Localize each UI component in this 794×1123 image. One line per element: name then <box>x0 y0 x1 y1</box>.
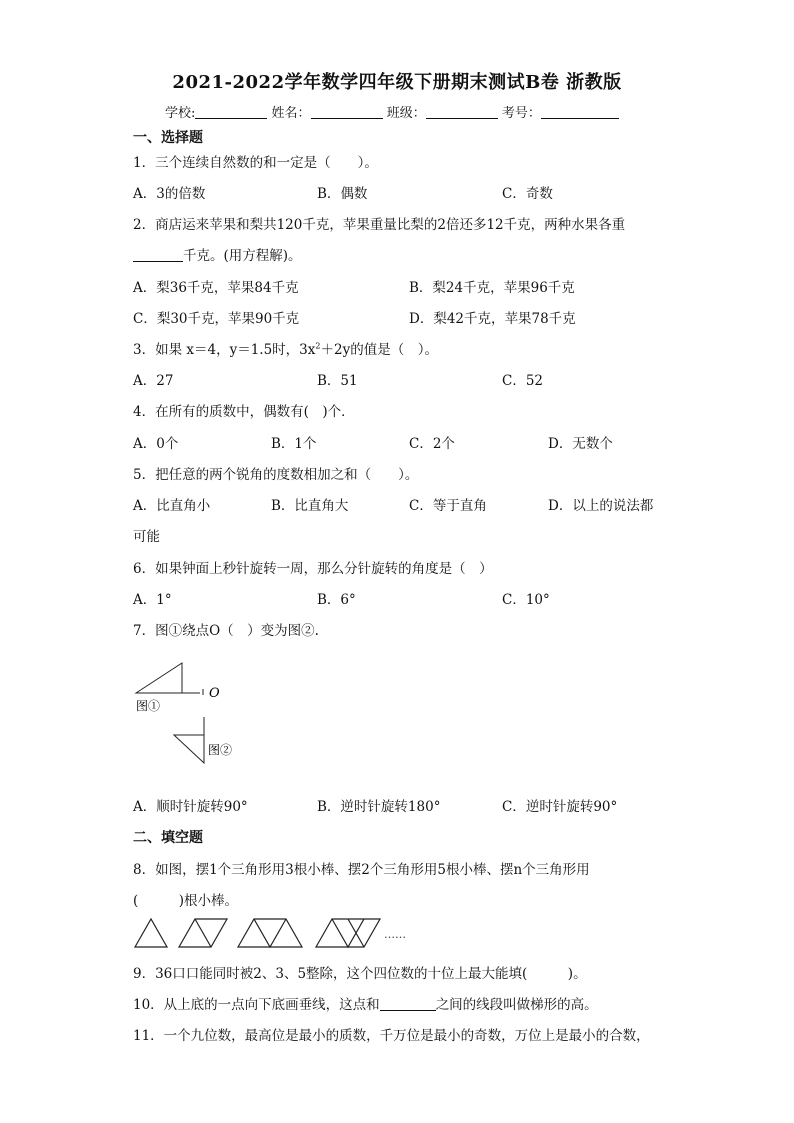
exam-no-blank[interactable] <box>541 105 619 119</box>
question-10-blank[interactable] <box>380 996 436 1011</box>
class-blank[interactable] <box>426 105 498 119</box>
question-5-option-d[interactable]: D．以上的说法都 <box>548 498 654 514</box>
rotation-figure <box>130 655 250 770</box>
question-4-stem: 4．在所有的质数中，偶数有( )个． <box>133 404 355 420</box>
section-heading-choice: 一、选择题 <box>133 130 203 146</box>
question-5-option-a[interactable]: A．比直角小 <box>133 498 211 514</box>
question-5-option-b[interactable]: B．比直角大 <box>271 498 349 514</box>
name-label: 姓名： <box>271 106 311 121</box>
school-blank[interactable] <box>195 105 267 119</box>
question-2-stem-tail: 千克。(用方程解)。 <box>183 248 302 264</box>
question-3-exponent: 2 <box>315 341 321 351</box>
question-3-option-a[interactable]: A．27 <box>133 373 174 389</box>
question-8-stem: 8．如图，摆1个三角形用3根小棒、摆2个三角形用5根小棒、摆n个三角形用 <box>133 862 590 878</box>
triangle-pattern-figure <box>132 915 442 951</box>
question-4-option-a[interactable]: A．0个 <box>133 436 179 452</box>
exam-no-label: 考号： <box>501 106 541 121</box>
student-info-line <box>165 102 619 121</box>
question-6-option-b[interactable]: B．6° <box>317 592 356 608</box>
pattern-two-triangles <box>179 919 227 947</box>
question-2-option-d[interactable]: D．梨42千克，苹果78千克 <box>409 311 576 327</box>
question-1-option-b[interactable]: B．偶数 <box>317 186 368 202</box>
question-1-stem: 1．三个连续自然数的和一定是（ ）。 <box>133 155 378 171</box>
question-5-option-d-cont: 可能 <box>133 529 160 545</box>
question-3-option-b[interactable]: B．51 <box>317 373 358 389</box>
pattern-four-triangles <box>316 919 380 947</box>
question-7-option-c[interactable]: C．逆时针旋转90° <box>502 799 618 815</box>
question-7-option-a[interactable]: A．顺时针旋转90° <box>133 799 248 815</box>
figure-2-label: 图② <box>208 743 233 757</box>
question-3-stem-pre: 3．如果 x＝4，y＝1.5时，3x <box>133 342 316 358</box>
question-2-option-c[interactable]: C．梨30千克，苹果90千克 <box>133 311 300 327</box>
point-o-label: O <box>209 686 220 701</box>
question-2-stem: 2．商店运来苹果和梨共120千克，苹果重量比梨的2倍还多12千克，两种水果各重 <box>133 217 626 233</box>
question-3-option-c[interactable]: C．52 <box>502 373 544 389</box>
question-10-stem-pre: 10．从上底的一点向下底画垂线，这点和 <box>133 997 380 1013</box>
question-4-option-b[interactable]: B．1个 <box>271 436 317 452</box>
name-blank[interactable] <box>311 105 383 119</box>
page-title: 2021-2022学年数学四年级下册期末测试B卷 浙教版 <box>172 72 622 93</box>
question-10-stem <box>133 993 598 1013</box>
question-7-stem: 7．图①绕点O（ ）变为图②. <box>133 623 319 639</box>
question-3-stem <box>133 338 438 358</box>
question-2-blank[interactable] <box>133 247 183 262</box>
school-label: 学校: <box>165 106 196 121</box>
question-5-stem: 5．把任意的两个锐角的度数相加之和（ ）。 <box>133 467 419 483</box>
question-2-stem-cont <box>133 244 302 264</box>
question-2-option-b[interactable]: B．梨24千克，苹果96千克 <box>409 280 575 296</box>
figure-1-triangle <box>136 663 182 693</box>
question-6-option-c[interactable]: C．10° <box>502 592 550 608</box>
question-4-option-d[interactable]: D．无数个 <box>548 436 613 452</box>
question-4-option-c[interactable]: C．2个 <box>409 436 455 452</box>
question-1-option-a[interactable]: A．3的倍数 <box>133 186 206 202</box>
pattern-ellipsis: …… <box>384 928 406 941</box>
question-11-stem: 11．一个九位数，最高位是最小的质数，千万位是最小的奇数，万位上是最小的合数， <box>133 1028 650 1044</box>
section-heading-fill: 二、填空题 <box>133 830 203 846</box>
question-8-stem-cont: ( )根小棒。 <box>133 893 239 909</box>
question-1-option-c[interactable]: C．奇数 <box>502 186 553 202</box>
class-label: 班级： <box>386 106 426 121</box>
question-2-option-a[interactable]: A．梨36千克，苹果84千克 <box>133 280 299 296</box>
question-7-option-b[interactable]: B．逆时针旋转180° <box>317 799 441 815</box>
question-6-option-a[interactable]: A．1° <box>133 592 172 608</box>
question-9-stem: 9．36口口能同时被2、3、5整除，这个四位数的十位上最大能填( )。 <box>133 966 587 982</box>
figure-2-triangle <box>174 735 204 763</box>
pattern-one-triangle <box>135 919 167 947</box>
question-6-stem: 6．如果钟面上秒针旋转一周，那么分针旋转的角度是（ ） <box>133 561 493 577</box>
figure-1-label: 图① <box>136 699 161 713</box>
question-3-stem-post: ＋2y的值是（ ）。 <box>320 342 438 358</box>
question-10-stem-post: 之间的线段叫做梯形的高。 <box>435 997 598 1013</box>
question-5-option-c[interactable]: C．等于直角 <box>409 498 487 514</box>
pattern-three-triangles <box>238 919 302 947</box>
